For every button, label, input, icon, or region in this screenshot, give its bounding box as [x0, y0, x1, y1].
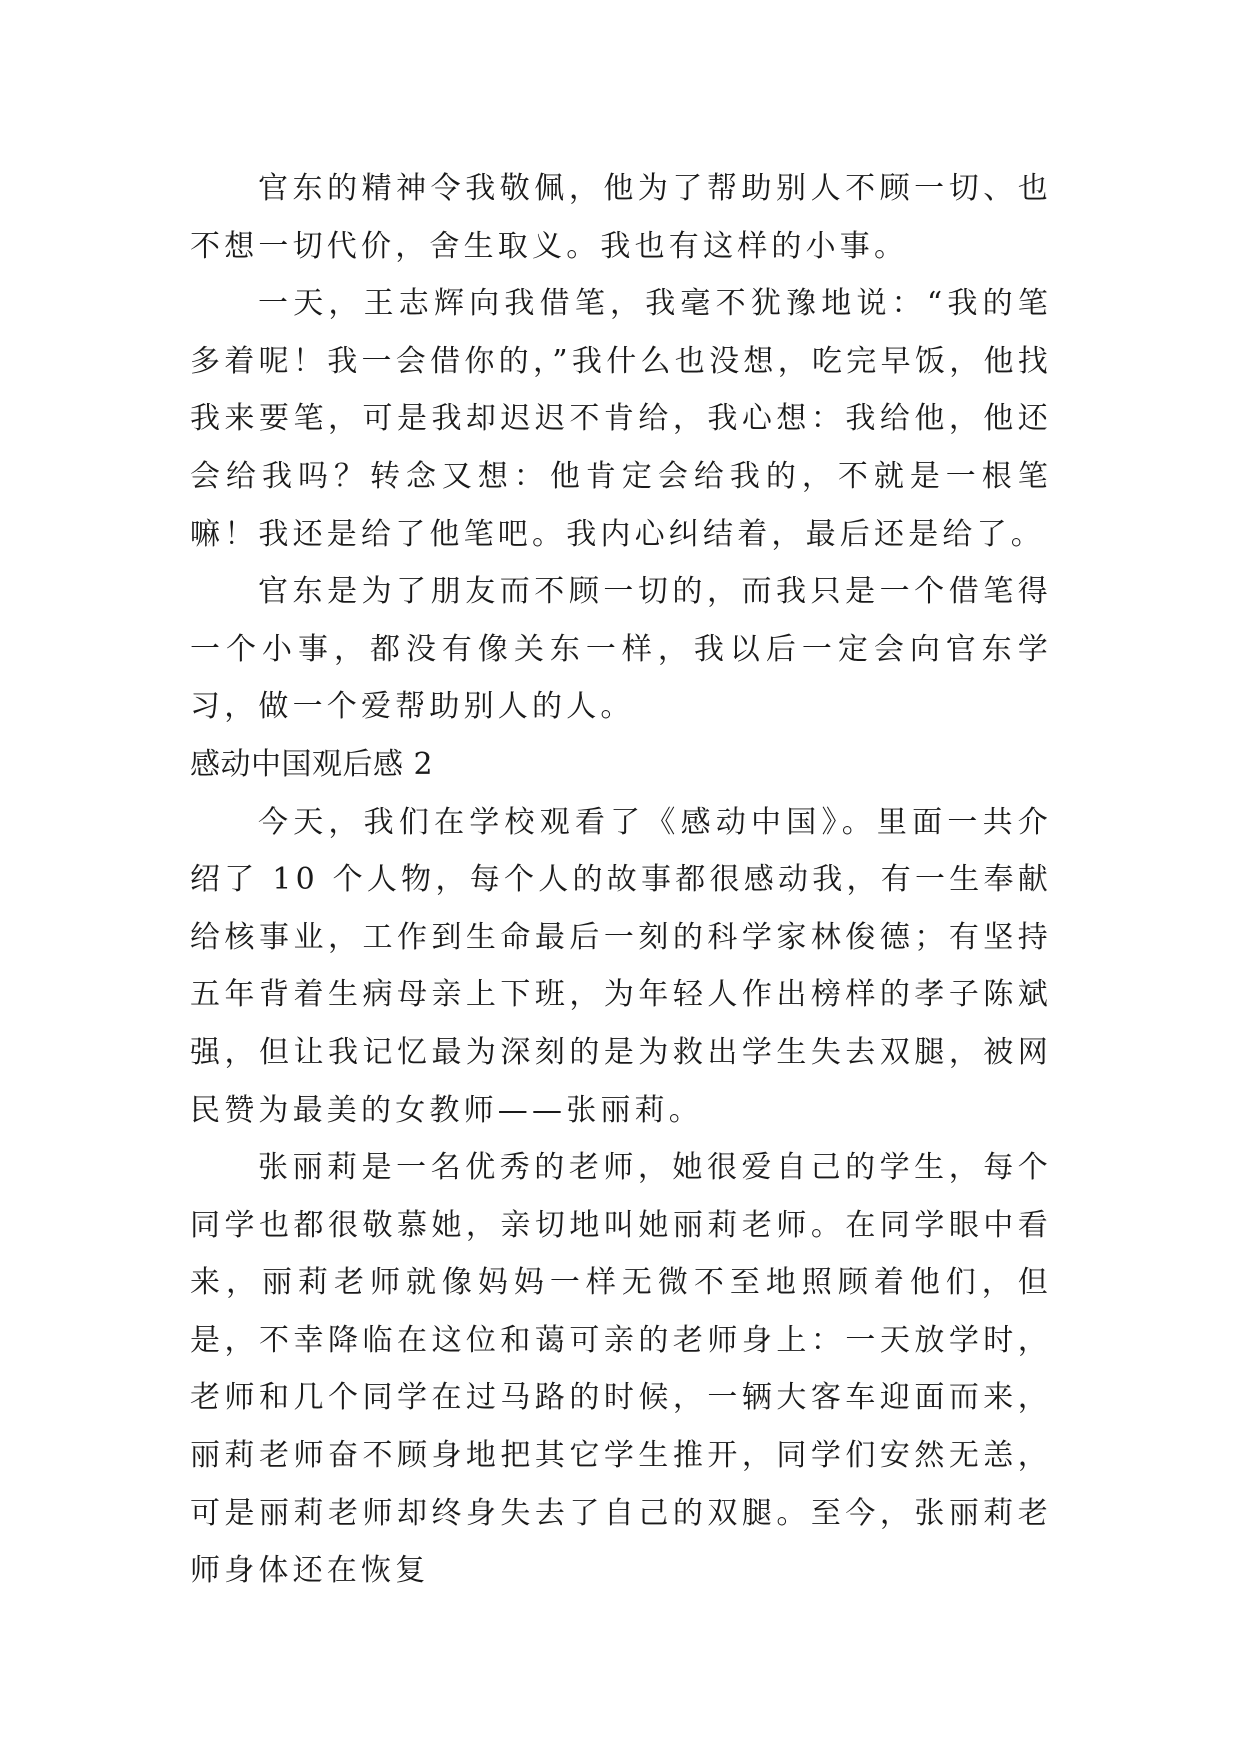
paragraph-conclusion: 官东是为了朋友而不顾一切的，而我只是一个借笔得一个小事，都没有像关东一样，我以后一定会向官东学习，做一个爱帮助别人的人。 — [190, 574, 1052, 725]
paragraph-zhang-lili: 张丽莉是一名优秀的老师，她很爱自己的学生，每个同学也都很敬慕她，亲切地叫她丽莉老师。在同学眼中看来，丽莉老师就像妈妈一样无微不至地照顾着他们，但是，不幸降临在这位和蔼可亲的老师身上：一天放学时，老师和几个同学在过马路的时候，一辆大客车迎面而来，丽莉老师奋不顾身地把其它学生推开，同学们安然无恙，可是丽莉老师却终身失去了自己的双腿。至今，张丽莉老师身体还在恢复 — [190, 1150, 1052, 1589]
paragraph-admiration: 官东的精神令我敬佩，他为了帮助别人不顾一切、也不想一切代价，舍生取义。我也有这样的小事。 — [190, 171, 1052, 264]
paragraph-watching-program: 今天，我们在学校观看了《感动中国》。里面一共介绍了 10 个人物，每个人的故事都很感动我，有一生奉献给核事业，工作到生命最后一刻的科学家林俊德；有坚持五年背着生病母亲上下班，为年轻人作出榜样的孝子陈斌强，但让我记忆最为深刻的是为救出学生失去双腿，被网民赞为最美的女教师——张丽莉。 — [190, 804, 1052, 1128]
paragraph-borrow-pen-story: 一天，王志辉向我借笔，我毫不犹豫地说：“我的笔多着呢！我一会借你的，”我什么也没想，吃完早饭，他找我来要笔，可是我却迟迟不肯给，我心想：我给他，他还会给我吗？转念又想：他肯定会给我的，不就是一根笔嘛！我还是给了他笔吧。我内心纠结着，最后还是给了。 — [190, 286, 1052, 552]
section-heading: 感动中国观后感 2 — [190, 746, 434, 782]
document-body — [190, 160, 1052, 1600]
